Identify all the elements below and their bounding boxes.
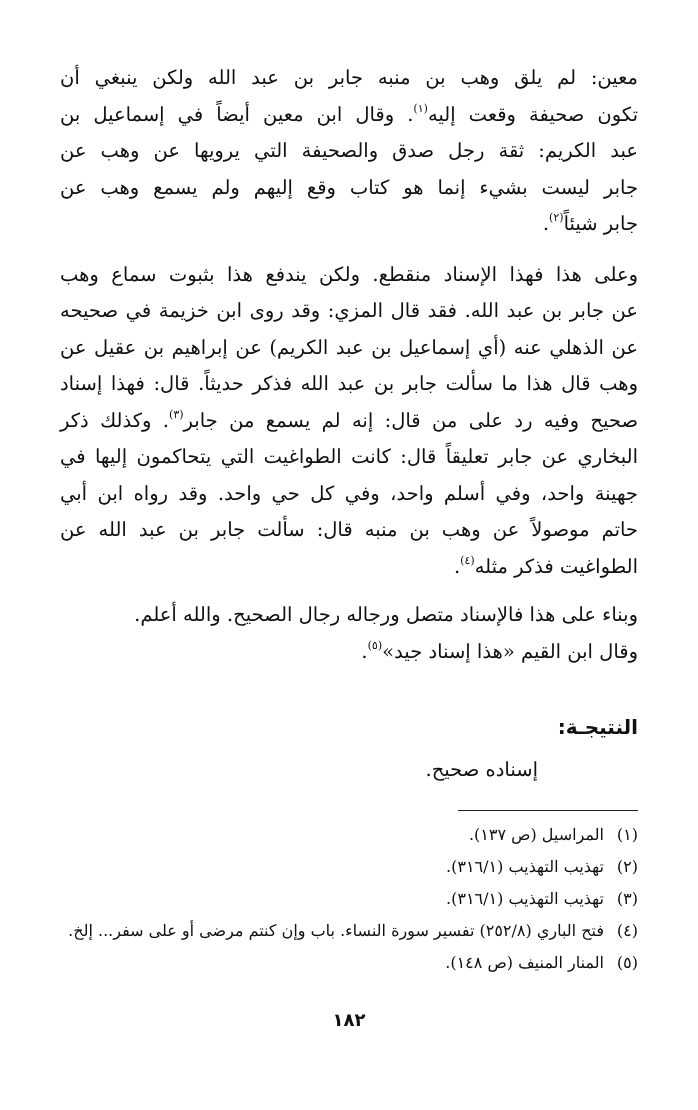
text-line	[60, 206, 638, 243]
text-line	[60, 549, 638, 586]
text-line: جابر ليست بشيء إنما هو كتاب وقع إليهم ولم يسمع وهب عن	[60, 175, 638, 199]
footnote-text: المنار المنيف (ص ١٤٨).	[445, 953, 604, 972]
footnote	[60, 947, 638, 979]
text-line: وعلى هذا فهذا الإسناد منقطع. ولكن يندفع هذا بثبوت سماع وهب	[60, 262, 638, 286]
text-line: البخاري عن جابر تعليقاً قال: كانت الطواغيت التي يتحاكمون إليها في	[60, 445, 638, 468]
footnote-ref[interactable]: (٥)	[367, 638, 383, 652]
footnote-number: (٣)	[616, 889, 638, 908]
text-segment: . وقال ابن معين أيضاً في إسماعيل بن	[60, 102, 414, 126]
footnotes-list	[60, 819, 638, 979]
footnote-text: تهذيب التهذيب (٣١٦/١).	[446, 889, 604, 908]
paragraph-1	[60, 60, 638, 243]
text-segment: صحيح وفيه رد على من قال: إنه لم يسمع من جابر	[183, 408, 638, 432]
text-line	[60, 403, 638, 440]
text-segment: الطواغيت فذكر مثله	[474, 554, 638, 578]
text-line: وبناء على هذا فالإسناد متصل ورجاله رجال الصحيح. والله أعلم.	[134, 603, 638, 626]
page-number: ١٨٢	[332, 1010, 366, 1031]
footnote-ref[interactable]: (٣)	[169, 407, 184, 421]
text-line: معين: لم يلق وهب بن منبه جابر بن عبد الله ولكن ينبغي أن	[60, 66, 638, 89]
footnote	[60, 915, 638, 947]
footnote-number: (٤)	[616, 921, 638, 940]
footnote	[60, 883, 638, 915]
text-line: وهب قال هذا ما سألت جابر بن عبد الله فذكر حديثاً. قال: فهذا إسناد	[60, 372, 638, 395]
text-line: عن جابر بن عبد الله. فقد قال المزي: وقد روى ابن خزيمة في صحيحه	[60, 299, 638, 322]
text-line: عبد الكريم: ثقة رجل صدق والصحيفة التي يرويها عن وهب عن	[60, 139, 638, 162]
text-segment: وقال ابن القيم «هذا إسناد جيد»	[382, 639, 638, 663]
text-segment: جابر شيئاً	[563, 212, 638, 235]
footnote-text: فتح الباري (٢٥٢/٨) تفسير سورة النساء. باب وإن كنتم مرضى أو على سفر... إلخ.	[68, 921, 604, 940]
text-line	[60, 634, 638, 671]
result-text: إسناده صحيح.	[425, 758, 538, 781]
footnote-number: (٢)	[616, 857, 638, 876]
text-segment: تكون صحيفة وقعت إليه	[427, 102, 638, 126]
text-line: جهينة واحد، وفي أسلم واحد، وفي كل حي واحد. وقد رواه ابن أبي	[60, 481, 638, 505]
footnote	[60, 851, 638, 883]
footnote-text: تهذيب التهذيب (٣١٦/١).	[446, 857, 604, 876]
footnote-text: المراسيل (ص ١٣٧).	[468, 825, 604, 844]
footnote-ref[interactable]: (٤)	[460, 553, 475, 567]
footnote-ref[interactable]: (٢)	[549, 211, 564, 224]
footnote-divider	[458, 810, 638, 811]
result-heading: النتيجـة:	[557, 715, 638, 739]
text-line	[60, 97, 638, 134]
text-line: حاتم موصولاً عن وهب بن منبه قال: سألت جابر بن عبد الله عن	[60, 518, 638, 541]
text-line: عن الذهلي عنه (أي إسماعيل بن عبد الكريم) عن إبراهيم بن عقيل عن	[60, 335, 638, 359]
text-segment: .	[361, 639, 368, 663]
text-segment: .	[542, 212, 550, 235]
paragraph-2	[60, 257, 638, 586]
footnote	[60, 819, 638, 851]
paragraph-3	[60, 597, 638, 670]
footnote-number: (١)	[616, 825, 638, 844]
text-segment: . وكذلك ذكر	[60, 408, 170, 432]
footnote-number: (٥)	[616, 953, 638, 972]
text-segment: .	[453, 554, 461, 578]
footnote-ref[interactable]: (١)	[413, 101, 428, 115]
